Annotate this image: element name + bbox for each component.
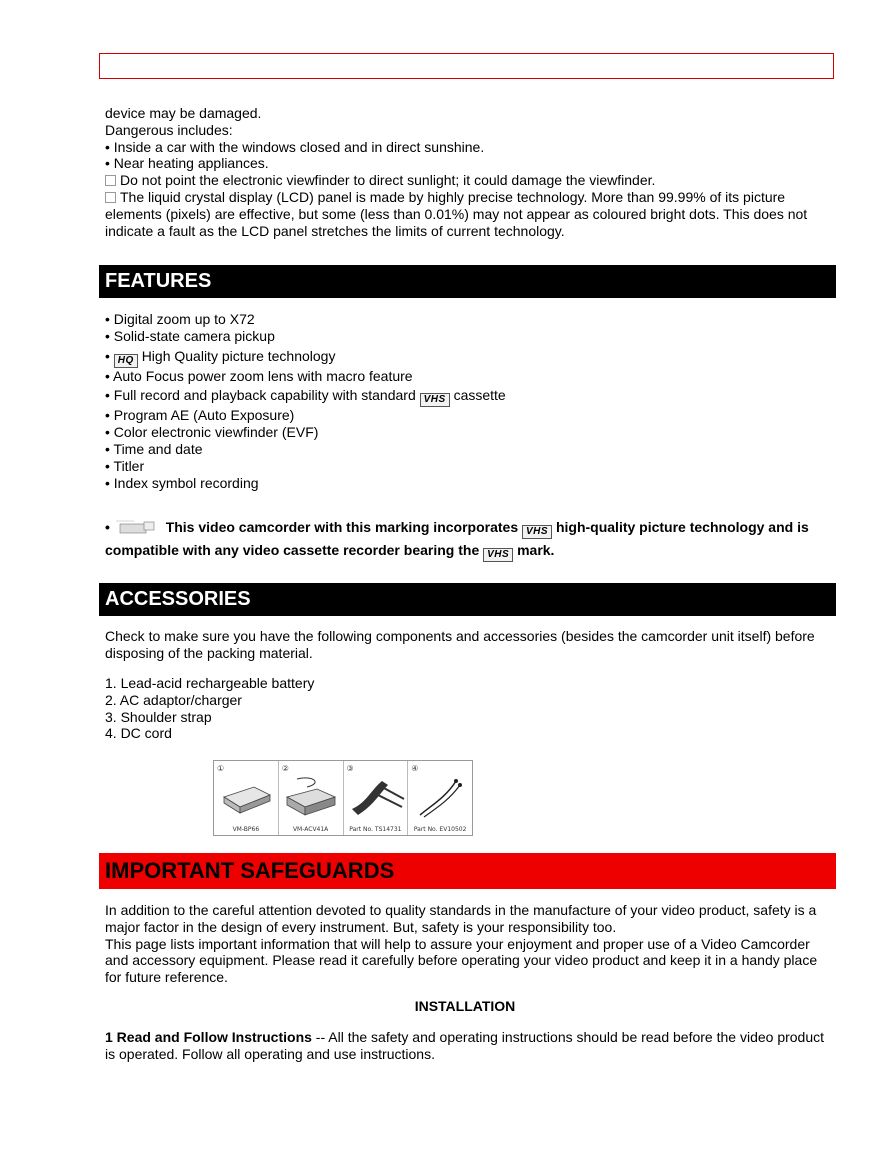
battery-cell [214,761,279,835]
feature-item: • Solid-state camera pickup [105,327,275,344]
figure-number: ③ [346,764,354,773]
vhs-logo-icon: VHS [522,525,552,539]
compat-text: high-quality picture technology and is compatible with any video cassette recorder bearing the [105,519,809,558]
vhs-logo-icon: VHS [483,548,513,562]
adaptor-cell [279,761,344,835]
feature-item: • Digital zoom up to X72 [105,311,255,327]
safeguards-paragraph: This page lists important information that will help to assure your enjoyment and proper use of a Video Camcorder and accessory equipment. Please read it carefully before operating your video product and keep it in a handy place for future reference. [105,935,818,986]
compat-text: This video camcorder with this marking incorporates [165,519,519,535]
intro-bullet: • Inside a car with the windows closed and in direct sunshine. [105,138,485,155]
intro-bullet: • Near heating appliances. [105,155,269,172]
accessory-item: 4. DC cord [105,725,172,742]
intro-note [105,172,825,189]
safeguard-item-title: 1 Read and Follow Instructions [105,1029,312,1045]
feature-text: • Full record and playback capability with standard [105,387,416,404]
checkbox-glyph-icon [105,175,116,186]
accessory-item: 2. AC adaptor/charger [105,691,242,708]
feature-item: • HQ High Quality picture technology [105,347,336,366]
ac-adaptor-icon [283,775,341,819]
note-text: The liquid crystal display (LCD) panel is made by highly precise technology. More than 99.99% of its picture elements (pixels) are effective, but some (less than 0.01%) may not appear as coloured bright dots. This does not indicate a fault as the LCD panel stretches the limits of current technology. [105,188,808,239]
features-heading: FEATURES [99,265,836,298]
accessories-figure [213,760,473,836]
figure-number: ④ [411,764,419,773]
feature-item: • Color electronic viewfinder (EVF) [105,424,319,441]
feature-text: cassette [453,387,506,404]
accessory-item: 3. Shoulder strap [105,708,212,725]
features-list [105,311,825,491]
feature-item: • Auto Focus power zoom lens with macro feature [105,367,413,384]
accessories-intro: Check to make sure you have the following components and accessories (besides the camcorder unit itself) before disposing of the packing material. [105,628,815,661]
accessories-list [105,675,825,742]
intro-line: device may be damaged. [105,105,262,121]
intro-section [105,105,825,239]
shoulder-strap-icon [348,775,406,819]
dc-cord-cell [408,761,472,835]
camcorder-thumbnail-icon [114,518,158,536]
strap-cell [344,761,409,835]
feature-item: • Titler [105,457,145,474]
compat-text: mark. [517,542,555,558]
checkbox-glyph-icon [105,192,116,203]
battery-icon [218,775,276,819]
safeguard-item [105,1029,825,1063]
feature-text: High Quality picture technology [141,347,336,364]
figure-caption: VM-ACV41A [292,826,329,833]
accessory-item: 1. Lead-acid rechargeable battery [105,675,315,691]
compat-statement: • This video camcorder with this marking incorporates VHS high-quality picture technology and is compatible with any video cassette recorder bearing the VHS mark. [105,519,809,560]
hq-logo-icon: HQ [114,354,138,368]
figure-number: ② [281,764,289,773]
safeguard-item-text: -- All the safety and operating instructions should be read before the video product is operated. Follow all operating and use instructions. [105,1029,825,1062]
feature-item: • Program AE (Auto Exposure) [105,407,295,424]
figure-caption: Part No. EV10502 [413,826,467,833]
figure-number: ① [217,764,225,773]
accessories-heading: ACCESSORIES [99,583,836,616]
safeguards-intro [105,902,825,986]
dc-cord-icon [412,775,470,819]
safeguards-heading: IMPORTANT SAFEGUARDS [99,853,836,889]
feature-item: • Time and date [105,440,203,457]
feature-item: • Index symbol recording [105,474,259,491]
feature-item [105,387,825,407]
vhs-logo-icon: VHS [420,393,450,407]
figure-caption: Part No. TS14731 [349,826,402,833]
intro-note [105,189,825,239]
note-text: Do not point the electronic viewfinder to direct sunlight; it could damage the viewfinder. [120,172,656,189]
safeguards-paragraph: In addition to the careful attention devoted to quality standards in the manufacture of your video product, safety is a major factor in the design of every instrument. But, safety is your responsibility too. [105,902,817,935]
intro-line: Dangerous includes: [105,121,233,138]
header-frame [99,53,834,79]
installation-heading: INSTALLATION [414,998,516,1014]
figure-caption: VM-BP66 [232,826,260,833]
